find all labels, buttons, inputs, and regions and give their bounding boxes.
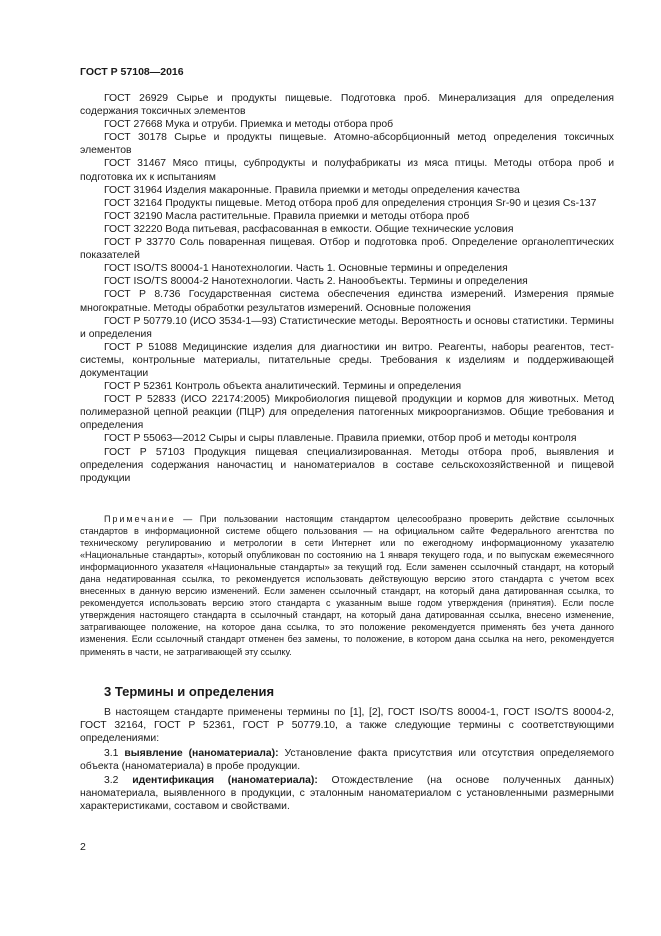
term-number: 3.1	[104, 747, 119, 759]
reference-item: ГОСТ ISO/TS 80004-1 Нанотехнологии. Часть 1. Основные термины и определения	[104, 263, 508, 275]
reference-item: ГОСТ Р 8.736 Государственная система обеспечения единства измерений. Измерения прямые многократные. Методы обработки результатов измерений. Основные положения	[80, 289, 614, 314]
term-name: выявление (наноматериала):	[124, 747, 279, 759]
note-text: — При пользовании настоящим стандартом целесообразно проверить действие ссылочных стандартов в информационной системе общего пользования — на официальном сайте Федерального агентства по техническому регулированию и метрологии в сети Интернет или по ежегодному информационному указателю «Национальные стандарты», который опубликован по состоянию на 1 января текущего года, и по выпускам ежемесячного информационного указателя «Национальные стандарты» за текущий год. Если заменен ссылочный стандарт, на который дана недатированная ссылка, то рекомендуется использовать действующую версию этого стандарта с учетом всех внесенных в данную версию изменений. Если заменен ссылочный стандарт, на который дана датированная ссылка, то рекомендуется использовать версию этого стандарта с указанным выше годом утверждения (принятия). Если после утверждения настоящего стандарта в ссылочный стандарт, на который дана датированная ссылка, внесено изменение, затрагивающее положение, на которое дана ссылка, то это положение рекомендуется применять без учета данного изменения. Если ссылочный стандарт отменен без замены, то положение, в котором дана ссылка на него, рекомендуется применять в части, не затрагивающей эту ссылку.	[80, 514, 614, 657]
reference-item: ГОСТ 26929 Сырье и продукты пищевые. Подготовка проб. Минерализация для определения содержания токсичных элементов	[80, 93, 614, 118]
reference-item: ГОСТ Р 33770 Соль поваренная пищевая. Отбор и подготовка проб. Определение органолептических показателей	[80, 237, 614, 262]
note-block	[80, 513, 614, 658]
reference-item: ГОСТ 32190 Масла растительные. Правила приемки и методы отбора проб	[104, 210, 470, 222]
reference-item: ГОСТ 30178 Сырье и продукты пищевые. Атомно-абсорбционный метод определения токсичных элементов	[80, 132, 614, 157]
reference-item: ГОСТ Р 55063—2012 Сыры и сыры плавленые. Правила приемки, отбор проб и методы контроля	[104, 433, 577, 445]
section-title: 3 Термины и определения	[104, 684, 275, 699]
reference-item: ГОСТ 27668 Мука и отруби. Приемка и методы отбора проб	[104, 119, 394, 131]
reference-item: ГОСТ Р 52833 (ИСО 22174:2005) Микробиология пищевой продукции и кормов для животных. Метод полимеразной цепной реакции (ПЦР) для определения патогенных микроорганизмов. Общие требования и определения	[80, 394, 614, 432]
section-body	[80, 706, 614, 815]
reference-item: ГОСТ Р 50779.10 (ИСО 3534-1—93) Статистические методы. Вероятность и основы статистики. Термины и определения	[80, 315, 614, 340]
term-number: 3.2	[104, 775, 119, 787]
note-label: Примечание	[104, 514, 176, 524]
reference-item: ГОСТ 32220 Вода питьевая, расфасованная в емкости. Общие технические условия	[104, 223, 514, 235]
section-intro: В настоящем стандарте применены термины по [1], [2], ГОСТ ISO/TS 80004-1, ГОСТ ISO/TS 80004-2, ГОСТ 32164, ГОСТ Р 52361, ГОСТ Р 50779.10, а также следующие термины с соответствующими определениями:	[80, 707, 614, 745]
reference-item: ГОСТ Р 51088 Медицинские изделия для диагностики ин витро. Реагенты, наборы реагентов, тест-системы, контрольные материалы, питательные среды. Требования к изделиям и поддерживающей документации	[80, 341, 614, 379]
term-name: идентификация (наноматериала):	[132, 775, 318, 787]
reference-item: ГОСТ Р 52361 Контроль объекта аналитический. Термины и определения	[104, 381, 462, 393]
reference-item: ГОСТ Р 57103 Продукция пищевая специализированная. Методы отбора проб, выявления и определения содержания наночастиц и наноматериалов в составе сельскохозяйственной и пищевой продукции	[80, 446, 614, 484]
note-paragraph	[80, 513, 614, 658]
page-number: 2	[80, 841, 86, 853]
reference-item: ГОСТ 32164 Продукты пищевые. Метод отбора проб для определения стронция Sr-90 и цезия Cs-137	[104, 197, 597, 209]
reference-item: ГОСТ 31964 Изделия макаронные. Правила приемки и методы определения качества	[104, 184, 520, 196]
reference-item: ГОСТ ISO/TS 80004-2 Нанотехнологии. Часть 2. Нанообъекты. Термины и определения	[104, 276, 528, 288]
reference-item: ГОСТ 31467 Мясо птицы, субпродукты и полуфабрикаты из мяса птицы. Методы отбора проб и подготовка их к испытаниям	[80, 158, 614, 183]
term-entry	[80, 774, 614, 814]
references-list	[80, 92, 614, 485]
term-entry	[80, 747, 614, 773]
document-header: ГОСТ Р 57108—2016	[80, 66, 184, 78]
term-definition: Отождествление (на основе полученных данных) наноматериала, выявленного в продукции, с эталонным наноматериалом с установленными размерными характеристиками, составом и свойствами.	[80, 775, 614, 813]
term-definition: Установление факта присутствия или отсутствия определяемого объекта (наноматериала) в пробе продукции.	[80, 747, 614, 772]
